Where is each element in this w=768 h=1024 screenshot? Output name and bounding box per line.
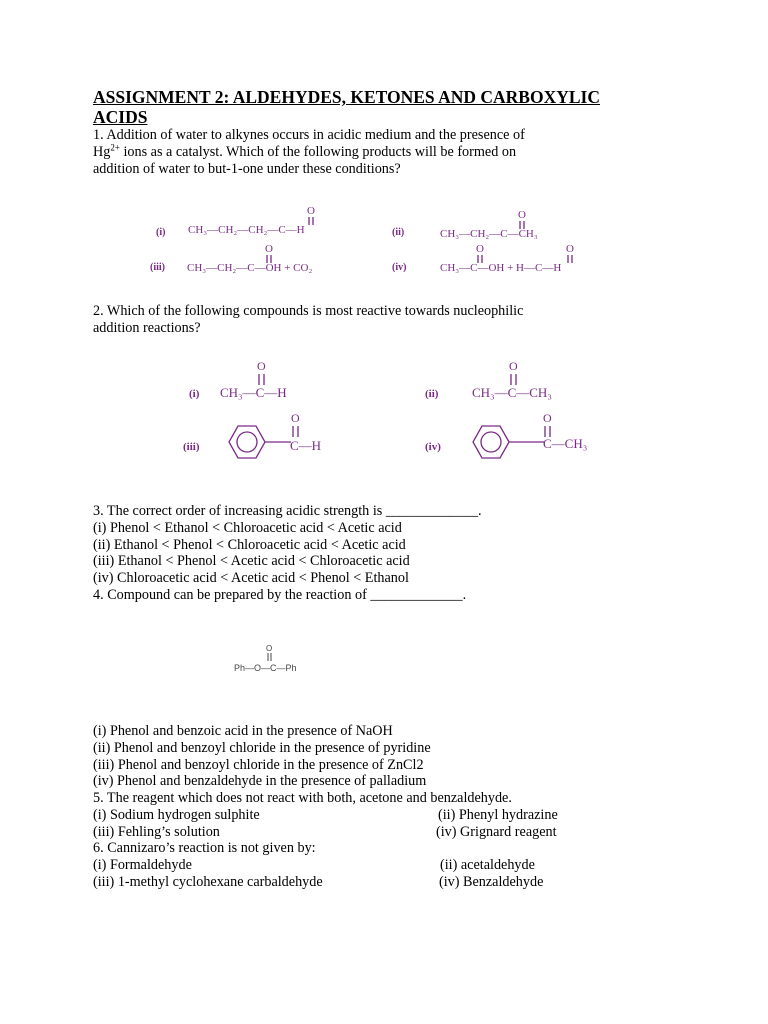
q6-option-i: (i) Formaldehyde [93, 857, 192, 873]
q2-option-iv-formula: C—CH₃ [543, 436, 588, 451]
q3-option-iv: (iv) Chloroacetic acid < Acetic acid < Phenol < Ethanol [93, 570, 409, 586]
q1-option-i-label: (i) [156, 227, 166, 238]
q5-option-ii: (ii) Phenyl hydrazine [438, 807, 558, 823]
q6-option-iv: (iv) Benzaldehyde [439, 874, 544, 890]
q1-option-iv-formula: CH₃—C—OH + H—C—H [440, 262, 562, 274]
q6-option-ii: (ii) acetaldehyde [440, 857, 535, 873]
q1-structures [140, 200, 620, 285]
q1-option-iii-label: (iii) [150, 262, 165, 273]
q2-option-iii-benzene-ring [229, 426, 265, 458]
q5-option-iii: (iii) Fehling’s solution [93, 824, 220, 840]
q4-option-ii: (ii) Phenol and benzoyl chloride in the presence of pyridine [93, 740, 431, 756]
q2-line1: 2. Which of the following compounds is most reactive towards nucleophilic [93, 303, 524, 319]
q1-option-i-formula: CH₃—CH₂—CH₂—C—H [188, 224, 305, 236]
q1-option-ii-formula: CH₃—CH₂—C—CH₃ [440, 228, 538, 240]
q2-option-iv-oxygen: O [543, 411, 552, 425]
q5-option-iv: (iv) Grignard reagent [436, 824, 557, 840]
q4-stem: 4. Compound can be prepared by the reaction of _____________. [93, 587, 467, 603]
q1-line1: 1. Addition of water to alkynes occurs in acidic medium and the presence of [93, 127, 525, 143]
q3-option-iii: (iii) Ethanol < Phenol < Acetic acid < Chloroacetic acid [93, 553, 410, 569]
q2-option-i-label: (i) [189, 388, 200, 400]
q1-line3: addition of water to but-1-one under these conditions? [93, 161, 401, 177]
q4-option-i: (i) Phenol and benzoic acid in the presence of NaOH [93, 723, 393, 739]
q3-stem: 3. The correct order of increasing acidic strength is _____________. [93, 503, 482, 519]
q2-option-ii-formula: CH₃—C—CH₃ [472, 385, 552, 400]
q2-option-ii-label: (ii) [425, 388, 439, 400]
q2-option-iii-oxygen: O [291, 411, 300, 425]
q3-option-i: (i) Phenol < Ethanol < Chloroacetic acid < Acetic acid [93, 520, 402, 536]
q2-option-ii-oxygen: O [509, 359, 518, 373]
q1-option-i-oxygen: O [307, 205, 315, 217]
page-title: ASSIGNMENT 2: ALDEHYDES, KETONES AND CARBOXYLIC ACIDS [93, 87, 600, 127]
q6-option-iii: (iii) 1-methyl cyclohexane carbaldehyde [93, 874, 323, 890]
q1-option-iii-formula: CH₃—CH₂—C—OH + CO₂ [187, 262, 313, 274]
q5-stem: 5. The reagent which does not react with both, acetone and benzaldehyde. [93, 790, 512, 806]
q1-option-iv-oxygen-1: O [476, 243, 484, 255]
q1-line2: $Hg^{2+}$ ions as a catalyst. Which of the following products will be formed on [93, 142, 517, 160]
q2-structures [175, 355, 615, 475]
q4-option-iv: (iv) Phenol and benzaldehyde in the presence of palladium [93, 773, 427, 789]
q4-structure-oxygen: O [266, 644, 273, 653]
q2-option-iv-label: (iv) [425, 441, 441, 453]
q1-option-iii-oxygen: O [265, 243, 273, 255]
q2-option-i-oxygen: O [257, 359, 266, 373]
q2-line2: addition reactions? [93, 320, 201, 336]
q2-option-iii-label: (iii) [183, 441, 200, 453]
q1-option-ii-label: (ii) [392, 227, 405, 238]
q4-structure [230, 640, 310, 680]
q6-stem: 6. Cannizaro’s reaction is not given by: [93, 840, 316, 856]
q1-option-ii-oxygen: O [518, 209, 526, 221]
q4-option-iii: (iii) Phenol and benzoyl chloride in the presence of ZnCl2 [93, 757, 424, 773]
q1-option-iv-label: (iv) [392, 262, 407, 273]
q2-option-i-formula: CH₃—C—H [220, 385, 287, 400]
q3-option-ii: (ii) Ethanol < Phenol < Chloroacetic acid < Acetic acid [93, 537, 406, 553]
q1-option-iv-oxygen-2: O [566, 243, 574, 255]
q2-option-iv-benzene-ring [473, 426, 509, 458]
q5-option-i: (i) Sodium hydrogen sulphite [93, 807, 260, 823]
q4-structure-formula: Ph—O—C—Ph [234, 663, 297, 673]
q2-option-iii-formula: C—H [290, 438, 322, 453]
